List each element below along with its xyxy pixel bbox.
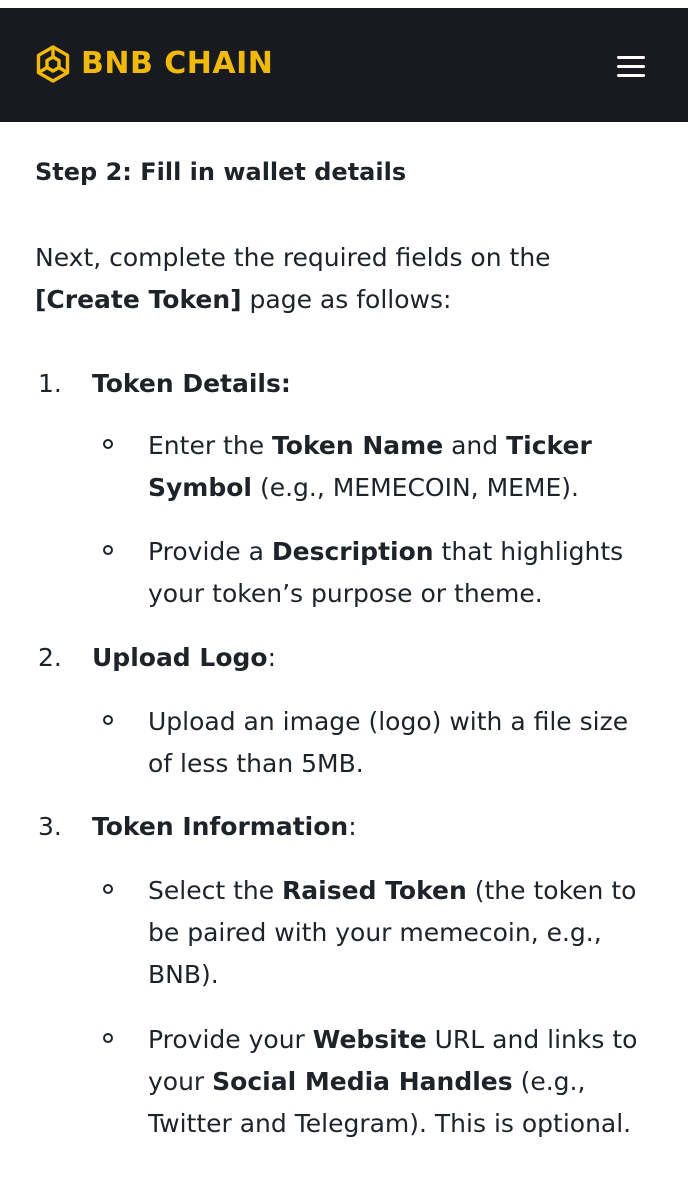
- list-item-text: Provide your Website URL and links to your Social Media Handles (e.g., Twitter and Telegram). This is optional.: [148, 1025, 638, 1138]
- top-navigation-bar: [0, 8, 688, 122]
- list-item-title: Token Details:: [92, 369, 291, 398]
- intro-paragraph: [35, 237, 655, 321]
- list-item-text: Select the Raised Token (the token to be paired with your memecoin, e.g., BNB).: [148, 876, 637, 989]
- bullet-icon: [103, 1033, 113, 1043]
- list-number: 1.: [38, 369, 62, 398]
- intro-highlight: [Create Token]: [35, 285, 242, 314]
- bnb-logo-icon: [33, 44, 73, 84]
- step-title: Step 2: Fill in wallet details: [35, 158, 407, 186]
- brand-name: BNB CHAIN: [81, 46, 274, 81]
- list-item-text: Upload an image (logo) with a file size of less than 5MB.: [148, 707, 629, 778]
- brand-logo-link[interactable]: [33, 44, 273, 84]
- hamburger-menu-icon[interactable]: [614, 52, 648, 82]
- top-strip: [0, 0, 688, 8]
- list-number: 3.: [38, 812, 62, 841]
- list-item-text: Provide a Description that highlights your token’s purpose or theme.: [148, 537, 624, 608]
- bullet-icon: [103, 545, 113, 555]
- bullet-icon: [103, 884, 113, 894]
- bullet-icon: [103, 715, 113, 725]
- list-item-title: Token Information:: [92, 812, 357, 841]
- intro-text-rest: page as follows:: [241, 285, 452, 314]
- bullet-icon: [103, 439, 113, 449]
- intro-text: Next, complete the required fields on the: [35, 243, 551, 272]
- list-item-title: Upload Logo:: [92, 643, 277, 672]
- list-number: 2.: [38, 643, 62, 672]
- list-item-text: Enter the Token Name and Ticker Symbol (e.g., MEMECOIN, MEME).: [148, 431, 592, 502]
